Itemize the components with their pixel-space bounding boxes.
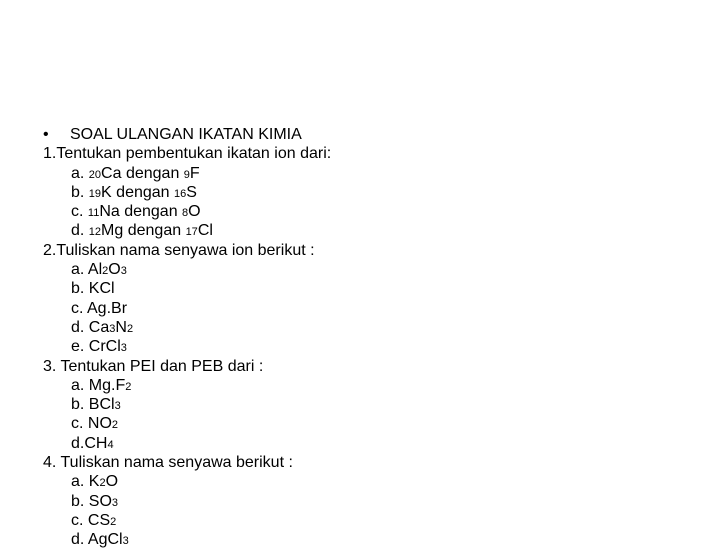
answer-option [43,395,703,414]
text-run: F [189,164,200,182]
subscript-number: 3 [111,496,119,509]
subscript-number: 4 [107,438,114,451]
slide-body [43,125,703,550]
question-heading [43,144,703,163]
text-run: a. K [71,473,100,491]
title-line [43,125,703,144]
question-list [43,144,703,549]
answer-option [43,164,703,183]
answer-option [43,492,703,511]
answer-option [43,318,703,337]
subscript-number: 17 [185,226,198,239]
text-run: d. AgCl [71,531,123,549]
text-run: d. [71,222,89,240]
answer-option [43,183,703,202]
text-run: Ca dengan [101,164,184,182]
question-heading [43,453,703,472]
subscript-number: 3 [120,265,127,278]
text-run: a. Al [71,261,103,279]
text-run: 4. Tuliskan nama senyawa berikut : [43,454,293,472]
text-run: Mg dengan [101,222,186,240]
text-run: K dengan [101,183,174,201]
text-run: a. Mg.F [71,376,126,394]
subscript-number: 12 [88,226,102,239]
answer-option [43,221,703,240]
text-run: O [105,473,119,491]
subscript-number: 2 [110,515,117,528]
text-run: N [115,318,127,336]
text-run: O [108,261,121,279]
text-run: O [188,203,201,221]
answer-option [43,279,703,298]
subscript-number: 9 [183,168,190,181]
text-run: d.CH [71,434,108,452]
subscript-number: 2 [99,477,106,490]
text-run: b. [71,183,89,201]
subscript-number: 2 [125,380,132,393]
question-heading [43,241,703,260]
subscript-number: 16 [174,187,187,200]
subscript-number: 2 [102,265,109,278]
text-run: 3. Tentukan PEI dan PEB dari : [43,357,264,375]
answer-option [43,414,703,433]
question-heading [43,357,703,376]
bullet-icon: • [43,126,49,143]
text-run: b. SO [71,492,112,510]
text-run: c. CS [71,511,111,529]
text-run: a. [71,164,89,182]
text-run: c. Ag.Br [71,299,128,317]
subscript-number: 19 [88,187,102,200]
answer-option [43,299,703,318]
text-run: c. NO [71,415,112,433]
subscript-number: 3 [109,322,116,335]
subscript-number: 2 [126,322,134,335]
answer-option [43,472,703,491]
subscript-number: 11 [87,207,100,220]
text-run: b. BCl [71,396,115,414]
answer-option [43,530,703,549]
answer-option [43,511,703,530]
text-run: Na dengan [99,203,183,221]
subscript-number: 8 [182,207,189,220]
answer-option [43,260,703,279]
slide-title: SOAL ULANGAN IKATAN KIMIA [70,126,302,143]
answer-option [43,434,703,453]
answer-option [43,337,703,356]
subscript-number: 3 [114,400,121,413]
answer-option [43,202,703,221]
subscript-number: 2 [111,419,119,432]
text-run: 2.Tuliskan nama senyawa ion berikut : [43,241,315,259]
subscript-number: 20 [88,168,102,181]
text-run: 1.Tentukan pembentukan ikatan ion dari: [43,145,332,163]
answer-option [43,376,703,395]
text-run: d. Ca [71,318,110,336]
text-run: e. CrCl [71,338,121,356]
text-run: c. [71,203,88,221]
subscript-number: 3 [122,535,129,548]
text-run: S [186,183,197,201]
subscript-number: 3 [120,342,127,355]
text-run: b. KCl [71,280,115,298]
text-run: Cl [197,222,213,240]
